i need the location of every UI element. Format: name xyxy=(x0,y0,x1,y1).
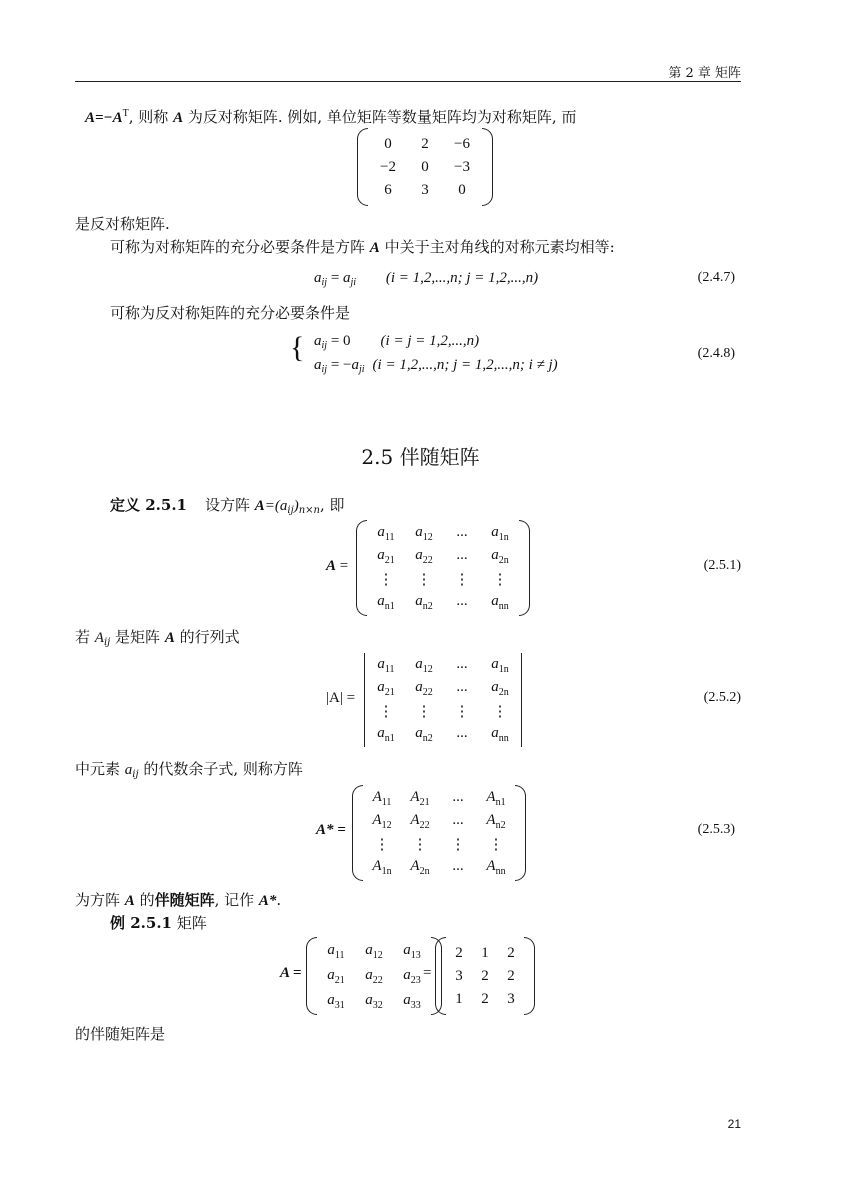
var: a xyxy=(343,270,351,286)
formula-A-eq-neg-AT: A=−A xyxy=(85,110,123,126)
text: 的代数余子式, 则称方阵 xyxy=(138,760,303,778)
example-lhs: A = xyxy=(280,965,302,981)
paragraph: 的伴随矩阵是 xyxy=(75,1025,166,1043)
matrix-cell: ⋮ xyxy=(454,704,470,720)
matrix-cell: $a_{23}$ xyxy=(403,966,421,986)
text: 设方阵 xyxy=(204,496,255,514)
matrix-2-5-1 xyxy=(356,520,530,616)
text: 为方阵 xyxy=(75,891,125,909)
matrix-cell: 3 xyxy=(455,967,463,984)
text: 若 xyxy=(75,628,95,646)
matrix-cell: 2 xyxy=(507,944,515,961)
equation-number: (2.5.3) xyxy=(697,822,735,837)
matrix-cell: $a_{31}$ xyxy=(327,991,345,1011)
matrix-cell: 6 xyxy=(384,181,392,198)
matrix-cell: $a_{11}$ xyxy=(327,941,345,961)
matrix-2-5-3 xyxy=(352,785,526,881)
matrix-cell: ... xyxy=(452,858,464,874)
equals: = xyxy=(423,965,432,981)
matrix-symbol: A xyxy=(369,240,380,256)
var: a xyxy=(314,270,322,286)
matrix-cell: ⋮ xyxy=(450,837,466,853)
text: 中元素 xyxy=(75,760,125,778)
section-title: 2.5 伴随矩阵 xyxy=(361,445,480,469)
matrix-cell: $a_{n1}$ xyxy=(377,725,395,744)
determinant-lhs: |A| = xyxy=(326,690,356,706)
left-paren xyxy=(435,937,446,1015)
example-value-matrix xyxy=(435,937,535,1015)
matrix-cell: 2 xyxy=(507,967,515,984)
transpose-sup: T xyxy=(122,108,129,119)
example-label: 例 2.5.1 xyxy=(110,914,172,932)
matrix-cell: $A_{21}$ xyxy=(410,789,430,808)
matrix-symbol: A xyxy=(124,893,135,909)
left-paren xyxy=(357,128,368,206)
equation-number: (2.4.8) xyxy=(697,346,735,361)
matrix-body xyxy=(367,524,519,612)
subscript: ij xyxy=(321,364,328,375)
right-paren xyxy=(515,785,526,881)
matrix-cell: $A_{n1}$ xyxy=(486,789,506,808)
text: , 即 xyxy=(319,496,345,514)
left-brace: { xyxy=(290,331,305,364)
matrix-body xyxy=(363,789,515,877)
matrix-cell: $a_{2n}$ xyxy=(491,547,509,566)
matrix-symbol: A xyxy=(173,110,184,126)
var: a xyxy=(314,333,322,349)
paragraph-antisymmetric-def xyxy=(85,104,576,128)
condition: (i = j = 1,2,...,n) xyxy=(380,333,480,349)
matrix-cell: $A_{2n}$ xyxy=(410,858,430,877)
chapter-header: 第 2 章 矩阵 xyxy=(668,66,741,81)
matrix-cell: 3 xyxy=(507,990,515,1007)
subscript: ji xyxy=(350,277,357,288)
text: 中关于主对角线的对称元素均相等: xyxy=(379,238,615,256)
matrix-cell: ⋮ xyxy=(378,572,394,588)
var: a xyxy=(351,357,359,373)
paragraph-symmetric-condition xyxy=(110,237,615,258)
matrix-cell: −2 xyxy=(380,158,396,175)
text: , 记作 xyxy=(214,891,259,909)
matrix-cell: −3 xyxy=(454,158,470,175)
definition-2-5-1 xyxy=(110,495,345,521)
paragraph: 是反对称矩阵. xyxy=(75,215,170,233)
matrix-symbol: A xyxy=(326,558,337,574)
right-paren xyxy=(524,937,535,1015)
matrix-cell: 1 xyxy=(455,990,463,1007)
text: 为反对称矩阵. 例如, 单位矩阵等数量矩阵均为对称矩阵, 而 xyxy=(183,108,577,126)
matrix-body xyxy=(368,136,482,199)
matrix-cell: 2 xyxy=(455,944,463,961)
matrix-cell: ⋮ xyxy=(416,572,432,588)
equation-2-4-8-row1 xyxy=(314,333,479,351)
matrix-symbol: A xyxy=(254,498,265,514)
matrix-cell: $a_{12}$ xyxy=(415,524,433,543)
matrix-cell: $a_{21}$ xyxy=(377,547,395,566)
left-paren xyxy=(352,785,363,881)
right-paren xyxy=(519,520,530,616)
text: , 则称 xyxy=(128,108,174,126)
matrix-cell: 3 xyxy=(421,181,429,198)
right-bar xyxy=(519,653,522,747)
subscript: ij xyxy=(132,769,139,780)
determinant-2-5-2 xyxy=(364,653,522,747)
matrix-cell: $a_{32}$ xyxy=(365,991,383,1011)
matrix-cell: $a_{22}$ xyxy=(415,679,433,698)
matrix-lhs xyxy=(326,558,348,575)
matrix-cell: ⋮ xyxy=(374,837,390,853)
equation-2-4-8-row2 xyxy=(314,357,558,375)
var: a xyxy=(314,357,322,373)
condition: (i = 1,2,...,n; j = 1,2,...,n) xyxy=(385,270,539,286)
matrix-cell: $a_{2n}$ xyxy=(491,679,509,698)
matrix-symbol: A xyxy=(164,630,175,646)
paragraph xyxy=(75,890,281,911)
example-symbolic-matrix xyxy=(306,937,442,1015)
matrix-cell: $a_{22}$ xyxy=(415,547,433,566)
subscript: n×n xyxy=(298,505,320,516)
matrix-cell: ... xyxy=(452,789,464,805)
matrix-cell: $a_{n1}$ xyxy=(377,593,395,612)
condition: (i = 1,2,...,n; j = 1,2,...,n; i ≠ j) xyxy=(372,357,558,373)
left-paren xyxy=(356,520,367,616)
matrix-cell: $A_{12}$ xyxy=(372,812,392,831)
matrix-cell: $A_{n2}$ xyxy=(486,812,506,831)
var: a xyxy=(124,762,133,778)
matrix-cell: $a_{21}$ xyxy=(327,966,345,986)
matrix-cell: ... xyxy=(456,593,468,609)
matrix-cell: 1 xyxy=(481,944,489,961)
subscript: ij xyxy=(103,637,111,648)
equation-number: (2.5.2) xyxy=(703,690,741,705)
equation-number: (2.4.7) xyxy=(697,270,735,285)
text: . xyxy=(276,891,282,909)
page-number: 21 xyxy=(727,1117,741,1131)
value: = 0 xyxy=(327,333,351,349)
equation-number: (2.5.1) xyxy=(703,558,741,573)
text: 是矩阵 xyxy=(110,628,165,646)
matrix-cell: 0 xyxy=(384,135,392,152)
matrix-cell: $a_{1n}$ xyxy=(491,524,509,543)
text: =(a xyxy=(264,498,288,514)
subscript: ij xyxy=(287,505,294,516)
matrix-body xyxy=(367,656,519,744)
matrix-body xyxy=(446,945,524,1008)
matrix-cell: ... xyxy=(456,547,468,563)
equals: = xyxy=(327,270,344,286)
matrix-cell: $a_{11}$ xyxy=(377,524,395,543)
text: 的 xyxy=(134,891,155,909)
matrix-body xyxy=(317,942,431,1011)
matrix-symbol: A* xyxy=(258,893,277,909)
text: 矩阵 xyxy=(171,914,207,932)
matrix-cell: ... xyxy=(456,679,468,695)
var: A xyxy=(94,630,104,646)
matrix-cell: $A_{nn}$ xyxy=(486,858,506,877)
matrix-cell: ... xyxy=(456,656,468,672)
paragraph: 可称为反对称矩阵的充分必要条件是 xyxy=(110,304,351,322)
matrix-cell: ... xyxy=(456,524,468,540)
subscript: ji xyxy=(358,364,365,375)
matrix-cell: 2 xyxy=(481,967,489,984)
matrix-cell: −6 xyxy=(454,135,470,152)
equation-2-4-7 xyxy=(314,270,538,288)
term-bold: 伴随矩阵 xyxy=(154,891,215,909)
header-rule xyxy=(75,81,741,82)
text: 的行列式 xyxy=(174,628,240,646)
matrix-cell: $a_{n2}$ xyxy=(415,593,433,612)
matrix-cell: $a_{13}$ xyxy=(403,941,421,961)
matrix-cell: $a_{nn}$ xyxy=(491,593,509,612)
text: ) xyxy=(293,498,299,514)
adjugate-lhs: A* = xyxy=(316,822,346,838)
matrix-cell: $a_{33}$ xyxy=(403,991,421,1011)
definition-label: 定义 2.5.1 xyxy=(110,496,187,514)
paragraph xyxy=(75,759,303,785)
matrix-cell: 2 xyxy=(481,990,489,1007)
antisymmetric-example-matrix xyxy=(357,128,493,206)
matrix-cell: ⋮ xyxy=(412,837,428,853)
matrix-cell: 2 xyxy=(421,135,429,152)
example-heading xyxy=(110,913,207,933)
left-paren xyxy=(306,937,317,1015)
matrix-cell: ⋮ xyxy=(492,572,508,588)
subscript: ij xyxy=(321,277,328,288)
equals: = xyxy=(336,558,349,574)
matrix-cell: 0 xyxy=(421,158,429,175)
matrix-cell: $A_{11}$ xyxy=(372,789,392,808)
paragraph xyxy=(75,627,240,653)
matrix-cell: $a_{nn}$ xyxy=(491,725,509,744)
matrix-cell: ⋮ xyxy=(416,704,432,720)
matrix-cell: ⋮ xyxy=(378,704,394,720)
matrix-cell: $a_{11}$ xyxy=(377,656,395,675)
matrix-cell: $a_{12}$ xyxy=(415,656,433,675)
text: 可称为对称矩阵的充分必要条件是方阵 xyxy=(110,238,370,256)
matrix-cell: ... xyxy=(456,725,468,741)
right-paren xyxy=(482,128,493,206)
matrix-cell: ... xyxy=(452,812,464,828)
equals: = − xyxy=(327,357,352,373)
matrix-cell: ⋮ xyxy=(488,837,504,853)
matrix-cell: $a_{12}$ xyxy=(365,941,383,961)
matrix-cell: $a_{21}$ xyxy=(377,679,395,698)
subscript: ij xyxy=(321,340,328,351)
matrix-cell: ⋮ xyxy=(492,704,508,720)
matrix-cell: $a_{1n}$ xyxy=(491,656,509,675)
matrix-cell: 0 xyxy=(458,181,466,198)
matrix-cell: $A_{1n}$ xyxy=(372,858,392,877)
matrix-cell: $a_{22}$ xyxy=(365,966,383,986)
matrix-cell: ⋮ xyxy=(454,572,470,588)
matrix-cell: $A_{22}$ xyxy=(410,812,430,831)
matrix-cell: $a_{n2}$ xyxy=(415,725,433,744)
